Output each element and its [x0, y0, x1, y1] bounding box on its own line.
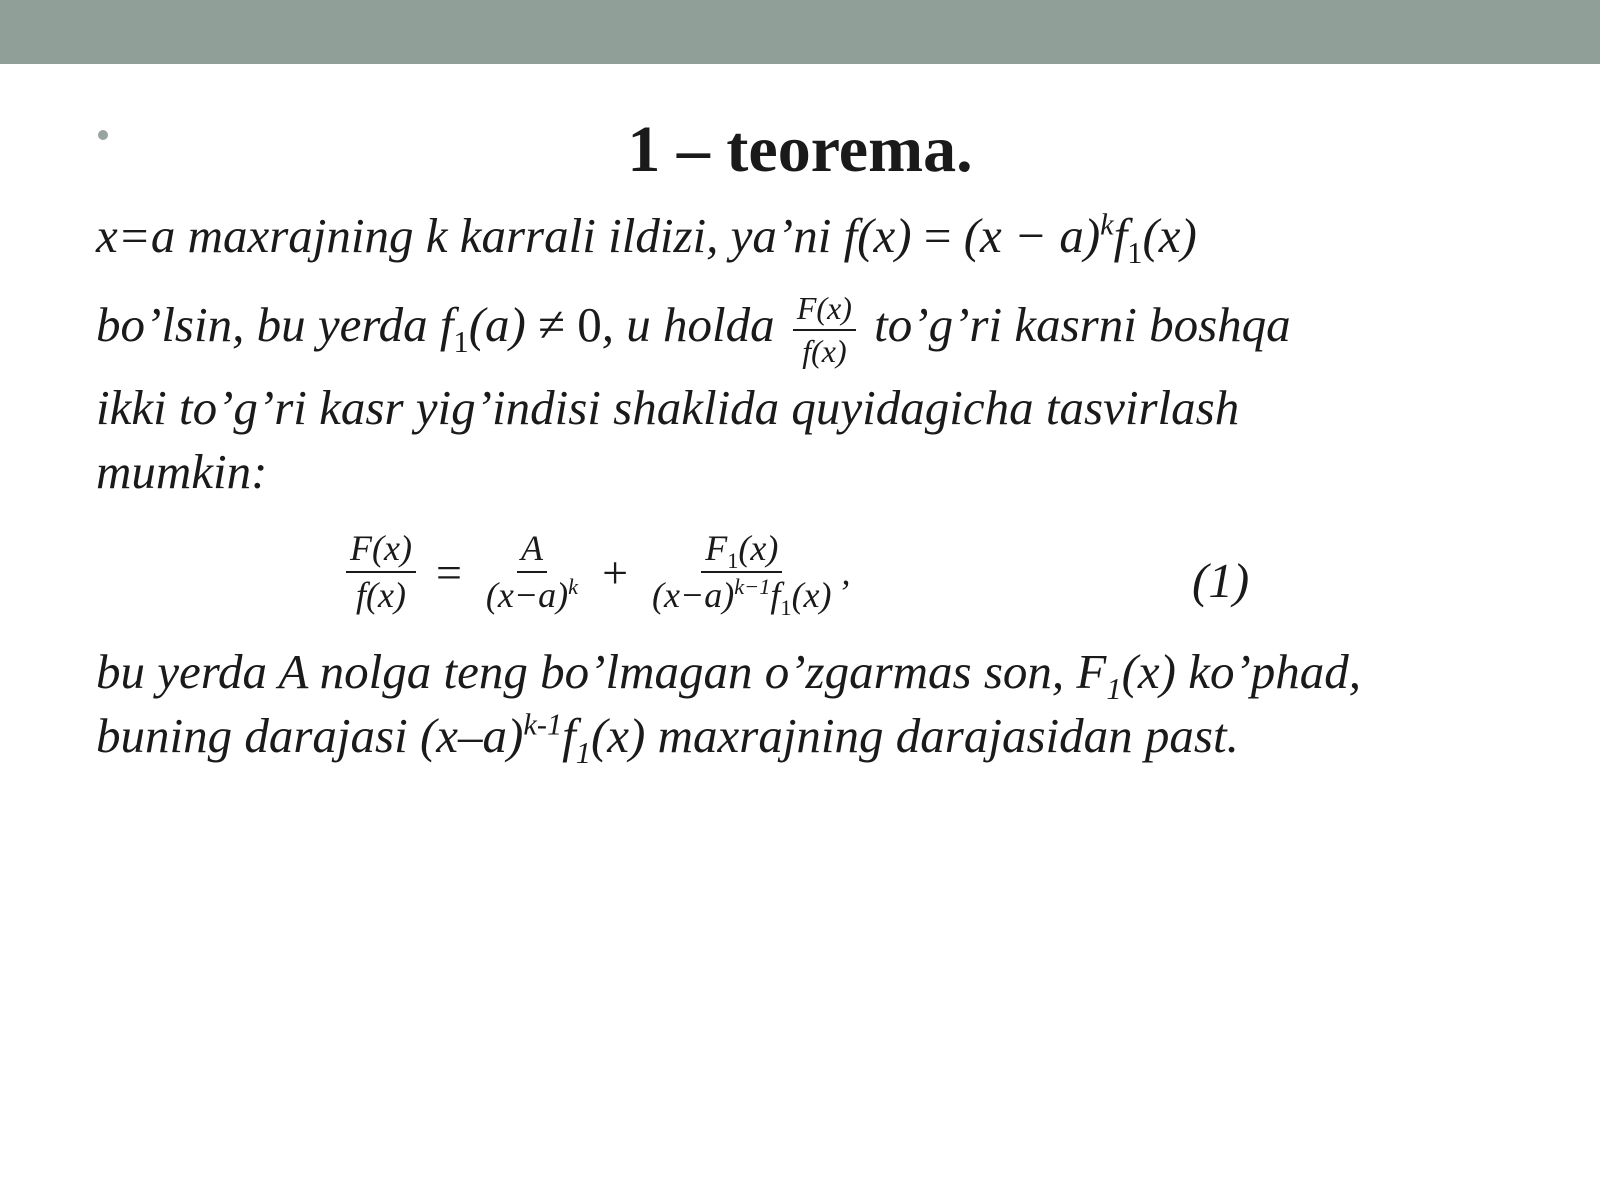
theorem-line-1: x=a maxrajning k karrali ildizi, ya’ni $f(x) = (x - a)^kf_1(x)$	[96, 207, 1197, 270]
equals-sign: =	[435, 546, 462, 598]
math-f-factorization: $f(x) = (x - a)^kf_1(x)$	[843, 207, 1197, 270]
fraction-A-term: $\frac{A}{(x-a)^k}$	[485, 528, 579, 616]
fraction-F-over-f: $\frac{F(x)}{f(x)}$	[346, 528, 416, 617]
inline-fraction: $\frac{F(x)}{f(x)}$	[793, 290, 856, 370]
decomposition-formula	[340, 528, 851, 621]
slide-title: 1 – teorema.	[627, 113, 973, 186]
plus-sign: +	[602, 546, 629, 598]
fraction-F1-term: $\frac{F_1(x)}{(x-a)^{k-1}f_1(x)}$	[652, 528, 832, 621]
theorem-line-4: mumkin:	[96, 444, 268, 499]
top-bar	[0, 0, 1600, 64]
formula-comma: ,	[841, 552, 851, 593]
explanation-line-1: bu yerda A nolga teng bo’lmagan o’zgarmas son, $F_1(x)$ ko’phad,	[96, 644, 1362, 706]
equation-number: (1)	[1192, 553, 1250, 608]
math-f1-nonzero: $f_1(a) \ne 0$	[439, 297, 602, 359]
explanation-line-2: buning darajasi $(x-a)^{k-1}f_1(x)$ maxrajning darajasidan past.	[96, 707, 1239, 770]
theorem-line-3: ikki to’g’ri kasr yig’indisi shaklida quyidagicha tasvirlash	[96, 380, 1240, 435]
theorem-line-2: bo’lsin, bu yerda $f_1(a) \ne 0$, u holda $\frac{F(x)}{f(x)}$ to’g’ri kasrni boshqa	[96, 290, 1291, 369]
